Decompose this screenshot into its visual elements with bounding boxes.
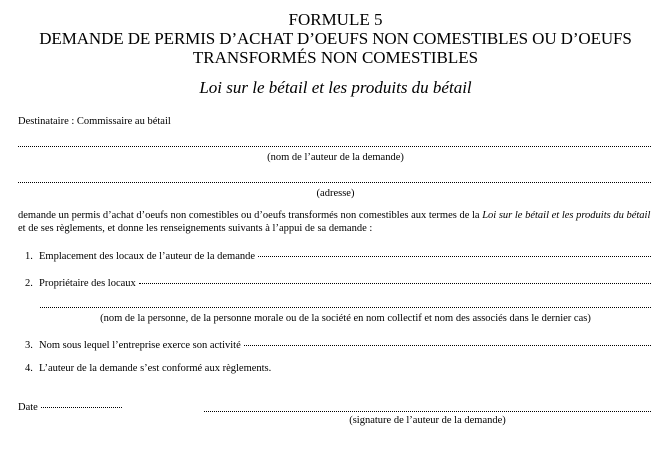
item-4-row bbox=[25, 362, 651, 375]
request-text-part1: demande un permis d’achat d’oeufs non comestibles ou d’oeufs transformés non comestibles aux termes de la bbox=[18, 210, 483, 221]
item-number: 3. bbox=[25, 340, 33, 351]
signature-caption: (signature de l’auteur de la demande) bbox=[349, 415, 506, 426]
item-1-field[interactable] bbox=[258, 256, 651, 257]
request-paragraph bbox=[18, 210, 654, 235]
request-law-title: Loi sur le bétail et les produits du bétail bbox=[482, 210, 651, 221]
item-number: 2. bbox=[25, 278, 33, 289]
item-2-row bbox=[25, 277, 651, 290]
date-row bbox=[18, 401, 122, 414]
item-1-label: Emplacement des locaux de l’auteur de la demande bbox=[39, 251, 256, 262]
date-field[interactable] bbox=[41, 407, 122, 408]
applicant-name-field[interactable] bbox=[18, 146, 651, 147]
form-title-line1: DEMANDE DE PERMIS D’ACHAT D’OEUFS NON COMESTIBLES OU D’OEUFS bbox=[39, 29, 632, 48]
owner-caption: (nom de la personne, de la personne morale ou de la société en nom collectif et nom des associés dans le dernier cas) bbox=[100, 313, 591, 324]
law-title: Loi sur le bétail et les produits du bétail bbox=[199, 78, 472, 97]
form-title-line2: TRANSFORMÉS NON COMESTIBLES bbox=[192, 48, 479, 67]
item-number: 4. bbox=[25, 363, 33, 374]
address-field[interactable] bbox=[18, 182, 651, 183]
recipient-line: Destinataire : Commissaire au bétail bbox=[18, 116, 171, 127]
item-3-label: Nom sous lequel l’entreprise exerce son activité bbox=[39, 340, 241, 351]
item-3-row bbox=[25, 339, 651, 352]
form-number: FORMULE 5 bbox=[288, 10, 383, 29]
item-1-row bbox=[25, 250, 651, 263]
item-4-label: L’auteur de la demande s’est conformé aux règlements. bbox=[39, 363, 272, 374]
applicant-name-caption: (nom de l’auteur de la demande) bbox=[267, 152, 404, 163]
request-text-part2: et de ses règlements, et donne les renseignements suivants à l’appui de sa demande : bbox=[18, 222, 373, 234]
item-2-field[interactable] bbox=[139, 283, 651, 284]
item-3-field[interactable] bbox=[244, 345, 651, 346]
owner-field[interactable] bbox=[40, 307, 651, 308]
date-label: Date bbox=[18, 402, 38, 413]
signature-field[interactable] bbox=[204, 411, 651, 412]
address-caption: (adresse) bbox=[316, 188, 355, 199]
item-2-label: Propriétaire des locaux bbox=[39, 278, 136, 289]
item-number: 1. bbox=[25, 251, 33, 262]
